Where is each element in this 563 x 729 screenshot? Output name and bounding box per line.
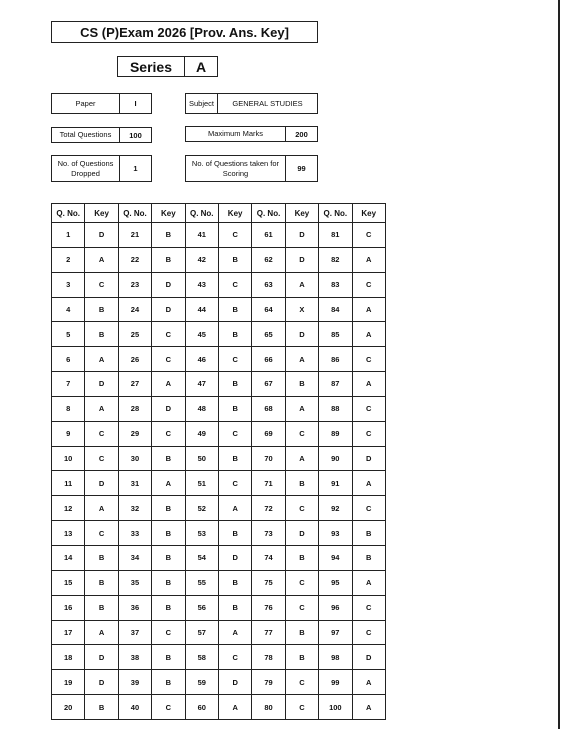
question-number-cell: 94 — [319, 545, 352, 570]
answer-key-cell: C — [285, 570, 318, 595]
table-row — [52, 496, 386, 521]
answer-key-cell: D — [218, 670, 251, 695]
question-number-cell: 39 — [118, 670, 151, 695]
table-row — [52, 272, 386, 297]
question-number-cell: 18 — [52, 645, 85, 670]
header-key: Key — [285, 204, 318, 223]
question-number-cell: 93 — [319, 521, 352, 546]
answer-key-cell: B — [285, 372, 318, 397]
answer-key-cell: B — [152, 223, 185, 248]
table-row — [52, 471, 386, 496]
question-number-cell: 14 — [52, 545, 85, 570]
question-number-cell: 3 — [52, 272, 85, 297]
question-number-cell: 58 — [185, 645, 218, 670]
answer-key-cell: A — [352, 372, 385, 397]
question-number-cell: 78 — [252, 645, 285, 670]
answer-key-cell: D — [85, 223, 118, 248]
question-number-cell: 79 — [252, 670, 285, 695]
header-qno: Q. No. — [252, 204, 285, 223]
question-number-cell: 63 — [252, 272, 285, 297]
answer-key-cell: A — [352, 297, 385, 322]
answer-key-cell: A — [218, 620, 251, 645]
answer-key-cell: D — [152, 272, 185, 297]
question-number-cell: 26 — [118, 347, 151, 372]
answer-key-cell: X — [285, 297, 318, 322]
answer-key-cell: D — [285, 521, 318, 546]
answer-key-cell: B — [218, 446, 251, 471]
answer-key-cell: C — [218, 223, 251, 248]
answer-key-cell: D — [85, 471, 118, 496]
header-qno: Q. No. — [52, 204, 85, 223]
answer-key-cell: A — [85, 396, 118, 421]
table-row — [52, 396, 386, 421]
question-number-cell: 90 — [319, 446, 352, 471]
answer-key-cell: C — [352, 496, 385, 521]
table-row — [52, 297, 386, 322]
question-number-cell: 77 — [252, 620, 285, 645]
subject-value: GENERAL STUDIES — [217, 93, 318, 114]
question-number-cell: 100 — [319, 695, 352, 720]
answer-key-cell: C — [352, 595, 385, 620]
question-number-cell: 86 — [319, 347, 352, 372]
question-number-cell: 36 — [118, 595, 151, 620]
question-number-cell: 15 — [52, 570, 85, 595]
question-number-cell: 70 — [252, 446, 285, 471]
answer-key-cell: B — [152, 446, 185, 471]
answer-key-cell: C — [152, 695, 185, 720]
answer-key-cell: C — [85, 521, 118, 546]
answer-key-cell: B — [352, 521, 385, 546]
question-number-cell: 73 — [252, 521, 285, 546]
page-right-edge — [558, 0, 560, 729]
table-row — [52, 347, 386, 372]
answer-key-cell: D — [352, 645, 385, 670]
answer-key-cell: B — [285, 645, 318, 670]
table-body — [52, 223, 386, 720]
header-key: Key — [85, 204, 118, 223]
answer-key-cell: C — [85, 272, 118, 297]
question-number-cell: 6 — [52, 347, 85, 372]
table-row — [52, 695, 386, 720]
question-number-cell: 23 — [118, 272, 151, 297]
answer-key-cell: B — [218, 297, 251, 322]
answer-key-cell: B — [85, 322, 118, 347]
question-number-cell: 21 — [118, 223, 151, 248]
table-row — [52, 247, 386, 272]
answer-key-cell: B — [218, 247, 251, 272]
question-number-cell: 60 — [185, 695, 218, 720]
table-row — [52, 620, 386, 645]
question-number-cell: 17 — [52, 620, 85, 645]
question-number-cell: 61 — [252, 223, 285, 248]
answer-key-cell: D — [285, 247, 318, 272]
question-number-cell: 54 — [185, 545, 218, 570]
answer-key-cell: D — [152, 297, 185, 322]
answer-key-cell: C — [352, 396, 385, 421]
subject-label: Subject — [185, 93, 218, 114]
question-number-cell: 62 — [252, 247, 285, 272]
question-number-cell: 7 — [52, 372, 85, 397]
max-marks-value: 200 — [285, 126, 318, 142]
answer-key-cell: C — [285, 496, 318, 521]
total-questions-value: 100 — [119, 127, 152, 143]
table-row — [52, 322, 386, 347]
answer-key-cell: C — [285, 670, 318, 695]
answer-key-cell: C — [152, 322, 185, 347]
answer-key-cell: B — [152, 570, 185, 595]
question-number-cell: 11 — [52, 471, 85, 496]
answer-key-cell: B — [218, 396, 251, 421]
question-number-cell: 71 — [252, 471, 285, 496]
answer-key-cell: D — [152, 396, 185, 421]
question-number-cell: 4 — [52, 297, 85, 322]
question-number-cell: 84 — [319, 297, 352, 322]
answer-key-cell: A — [285, 396, 318, 421]
question-number-cell: 98 — [319, 645, 352, 670]
question-number-cell: 40 — [118, 695, 151, 720]
answer-key-cell: B — [85, 570, 118, 595]
answer-key-cell: B — [85, 545, 118, 570]
question-number-cell: 91 — [319, 471, 352, 496]
question-number-cell: 35 — [118, 570, 151, 595]
question-number-cell: 74 — [252, 545, 285, 570]
question-number-cell: 33 — [118, 521, 151, 546]
answer-key-cell: B — [285, 471, 318, 496]
question-number-cell: 97 — [319, 620, 352, 645]
answer-key-cell: B — [285, 545, 318, 570]
answer-key-cell: B — [352, 545, 385, 570]
answer-key-cell: A — [352, 570, 385, 595]
answer-key-cell: A — [285, 446, 318, 471]
question-number-cell: 42 — [185, 247, 218, 272]
header-key: Key — [152, 204, 185, 223]
answer-key-cell: B — [218, 372, 251, 397]
table-row — [52, 670, 386, 695]
table-row — [52, 223, 386, 248]
answer-key-cell: B — [152, 595, 185, 620]
dropped-value: 1 — [119, 155, 152, 182]
answer-key-cell: B — [218, 322, 251, 347]
question-number-cell: 72 — [252, 496, 285, 521]
question-number-cell: 32 — [118, 496, 151, 521]
answer-key-cell: C — [285, 595, 318, 620]
question-number-cell: 16 — [52, 595, 85, 620]
question-number-cell: 45 — [185, 322, 218, 347]
question-number-cell: 43 — [185, 272, 218, 297]
answer-key-cell: A — [352, 670, 385, 695]
answer-key-cell: C — [285, 421, 318, 446]
answer-key-cell: D — [352, 446, 385, 471]
header-key: Key — [218, 204, 251, 223]
answer-key-cell: A — [218, 695, 251, 720]
question-number-cell: 87 — [319, 372, 352, 397]
header-qno: Q. No. — [185, 204, 218, 223]
question-number-cell: 34 — [118, 545, 151, 570]
question-number-cell: 56 — [185, 595, 218, 620]
series-label: Series — [117, 56, 185, 77]
question-number-cell: 81 — [319, 223, 352, 248]
question-number-cell: 89 — [319, 421, 352, 446]
question-number-cell: 5 — [52, 322, 85, 347]
max-marks-label: Maximum Marks — [185, 126, 286, 142]
answer-key-cell: C — [218, 272, 251, 297]
answer-key-cell: C — [352, 272, 385, 297]
header-qno: Q. No. — [319, 204, 352, 223]
answer-key-cell: A — [352, 322, 385, 347]
question-number-cell: 80 — [252, 695, 285, 720]
answer-key-cell: B — [285, 620, 318, 645]
answer-key-cell: C — [352, 347, 385, 372]
answer-key-cell: C — [85, 421, 118, 446]
header-key: Key — [352, 204, 385, 223]
answer-key-cell: D — [285, 223, 318, 248]
question-number-cell: 59 — [185, 670, 218, 695]
question-number-cell: 9 — [52, 421, 85, 446]
answer-key-cell: A — [352, 247, 385, 272]
question-number-cell: 96 — [319, 595, 352, 620]
table-row — [52, 421, 386, 446]
answer-key-cell: B — [152, 670, 185, 695]
question-number-cell: 38 — [118, 645, 151, 670]
answer-key-cell: B — [152, 645, 185, 670]
question-number-cell: 29 — [118, 421, 151, 446]
answer-key-cell: A — [285, 347, 318, 372]
answer-key-cell: C — [218, 421, 251, 446]
answer-key-cell: D — [85, 670, 118, 695]
answer-key-cell: C — [352, 223, 385, 248]
question-number-cell: 49 — [185, 421, 218, 446]
answer-key-cell: A — [85, 620, 118, 645]
question-number-cell: 1 — [52, 223, 85, 248]
answer-key-cell: C — [218, 347, 251, 372]
answer-key-cell: A — [285, 272, 318, 297]
answer-key-cell: D — [85, 372, 118, 397]
answer-key-cell: D — [218, 545, 251, 570]
answer-key-cell: A — [218, 496, 251, 521]
answer-key-cell: B — [218, 570, 251, 595]
question-number-cell: 83 — [319, 272, 352, 297]
question-number-cell: 99 — [319, 670, 352, 695]
question-number-cell: 75 — [252, 570, 285, 595]
question-number-cell: 22 — [118, 247, 151, 272]
question-number-cell: 55 — [185, 570, 218, 595]
answer-key-cell: C — [152, 347, 185, 372]
scoring-label: No. of Questions taken for Scoring — [185, 155, 286, 182]
question-number-cell: 27 — [118, 372, 151, 397]
question-number-cell: 41 — [185, 223, 218, 248]
question-number-cell: 76 — [252, 595, 285, 620]
answer-key-table — [51, 203, 386, 720]
question-number-cell: 31 — [118, 471, 151, 496]
answer-key-cell: B — [85, 595, 118, 620]
answer-key-cell: C — [152, 421, 185, 446]
answer-key-cell: C — [218, 471, 251, 496]
answer-key-cell: C — [152, 620, 185, 645]
answer-key-cell: B — [218, 595, 251, 620]
table-row — [52, 570, 386, 595]
paper-value: I — [119, 93, 152, 114]
table-row — [52, 645, 386, 670]
total-questions-label: Total Questions — [51, 127, 120, 143]
question-number-cell: 12 — [52, 496, 85, 521]
question-number-cell: 47 — [185, 372, 218, 397]
answer-key-cell: C — [352, 421, 385, 446]
question-number-cell: 65 — [252, 322, 285, 347]
question-number-cell: 95 — [319, 570, 352, 595]
question-number-cell: 48 — [185, 396, 218, 421]
question-number-cell: 2 — [52, 247, 85, 272]
question-number-cell: 8 — [52, 396, 85, 421]
page-title: CS (P)Exam 2026 [Prov. Ans. Key] — [51, 21, 318, 43]
question-number-cell: 46 — [185, 347, 218, 372]
table-row — [52, 521, 386, 546]
answer-key-cell: B — [152, 521, 185, 546]
question-number-cell: 44 — [185, 297, 218, 322]
answer-key-cell: C — [218, 645, 251, 670]
question-number-cell: 82 — [319, 247, 352, 272]
answer-key-cell: A — [152, 471, 185, 496]
table-row — [52, 372, 386, 397]
answer-key-cell: A — [85, 496, 118, 521]
dropped-label: No. of Questions Dropped — [51, 155, 120, 182]
question-number-cell: 10 — [52, 446, 85, 471]
answer-key-cell: C — [285, 695, 318, 720]
question-number-cell: 85 — [319, 322, 352, 347]
scoring-value: 99 — [285, 155, 318, 182]
question-number-cell: 20 — [52, 695, 85, 720]
question-number-cell: 25 — [118, 322, 151, 347]
question-number-cell: 50 — [185, 446, 218, 471]
table-header-row — [52, 204, 386, 223]
question-number-cell: 52 — [185, 496, 218, 521]
paper-label: Paper — [51, 93, 120, 114]
question-number-cell: 64 — [252, 297, 285, 322]
answer-key-cell: C — [352, 620, 385, 645]
question-number-cell: 24 — [118, 297, 151, 322]
answer-key-cell: D — [85, 645, 118, 670]
header-qno: Q. No. — [118, 204, 151, 223]
answer-key-cell: D — [285, 322, 318, 347]
series-value: A — [185, 56, 218, 77]
question-number-cell: 88 — [319, 396, 352, 421]
answer-key-cell: C — [85, 446, 118, 471]
table-row — [52, 595, 386, 620]
question-number-cell: 57 — [185, 620, 218, 645]
question-number-cell: 19 — [52, 670, 85, 695]
answer-key-cell: A — [85, 247, 118, 272]
question-number-cell: 53 — [185, 521, 218, 546]
table-row — [52, 545, 386, 570]
answer-key-cell: B — [85, 297, 118, 322]
question-number-cell: 66 — [252, 347, 285, 372]
answer-key-cell: B — [152, 545, 185, 570]
answer-key-cell: B — [218, 521, 251, 546]
question-number-cell: 68 — [252, 396, 285, 421]
question-number-cell: 37 — [118, 620, 151, 645]
question-number-cell: 92 — [319, 496, 352, 521]
answer-key-cell: B — [152, 247, 185, 272]
answer-key-cell: B — [152, 496, 185, 521]
answer-key-cell: A — [85, 347, 118, 372]
question-number-cell: 13 — [52, 521, 85, 546]
question-number-cell: 28 — [118, 396, 151, 421]
answer-key-cell: A — [352, 471, 385, 496]
question-number-cell: 30 — [118, 446, 151, 471]
question-number-cell: 51 — [185, 471, 218, 496]
table-row — [52, 446, 386, 471]
answer-key-cell: B — [85, 695, 118, 720]
answer-key-cell: A — [152, 372, 185, 397]
question-number-cell: 69 — [252, 421, 285, 446]
answer-key-cell: A — [352, 695, 385, 720]
question-number-cell: 67 — [252, 372, 285, 397]
